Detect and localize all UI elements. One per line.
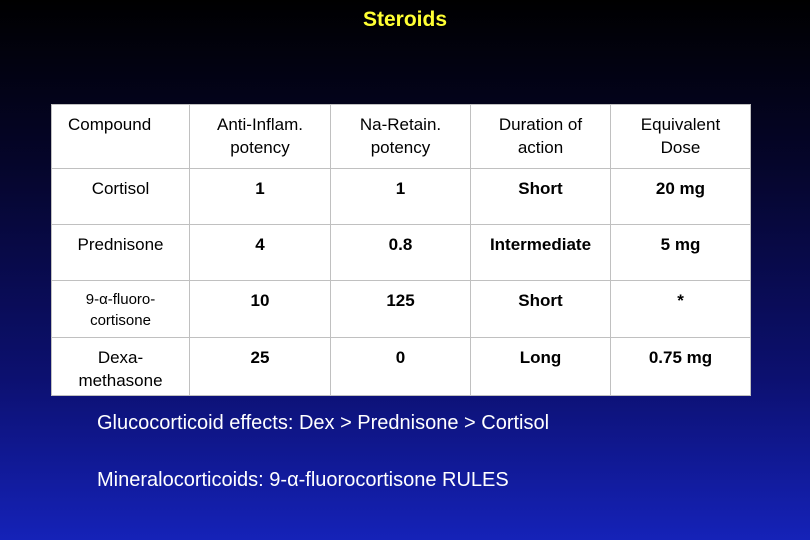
header-na-retain: Na-Retain. potency: [331, 105, 471, 169]
table-row: [52, 281, 751, 337]
dose-cell: *: [611, 281, 751, 337]
header-duration: Duration of action: [471, 105, 611, 169]
table-row: [52, 225, 751, 281]
table-row: [52, 337, 751, 395]
na-retain-cell: 0.8: [331, 225, 471, 281]
compound-cell: 9-α-fluoro- cortisone: [52, 281, 190, 337]
dose-cell: 5 mg: [611, 225, 751, 281]
header-compound: Compound: [52, 105, 190, 169]
anti-inflam-cell: 25: [190, 337, 331, 395]
compound-cell: Prednisone: [52, 225, 190, 281]
slide-title: Steroids: [362, 8, 448, 31]
table-header-row: [52, 105, 751, 169]
header-anti-inflam: Anti-Inflam. potency: [190, 105, 331, 169]
duration-cell: Long: [471, 337, 611, 395]
table-row: [52, 169, 751, 225]
compound-cell: Cortisol: [52, 169, 190, 225]
na-retain-cell: 125: [331, 281, 471, 337]
anti-inflam-cell: 4: [190, 225, 331, 281]
duration-cell: Short: [471, 281, 611, 337]
glucocorticoid-note: Glucocorticoid effects: Dex > Prednisone > Cortisol: [97, 412, 550, 434]
header-dose: Equivalent Dose: [611, 105, 751, 169]
mineralocorticoid-note: Mineralocorticoids: 9-α-fluorocortisone RULES: [97, 469, 509, 491]
anti-inflam-cell: 1: [190, 169, 331, 225]
na-retain-cell: 0: [331, 337, 471, 395]
steroid-comparison-table: [51, 104, 751, 396]
duration-cell: Short: [471, 169, 611, 225]
na-retain-cell: 1: [331, 169, 471, 225]
dose-cell: 0.75 mg: [611, 337, 751, 395]
anti-inflam-cell: 10: [190, 281, 331, 337]
dose-cell: 20 mg: [611, 169, 751, 225]
compound-cell: Dexa- methasone: [52, 337, 190, 395]
duration-cell: Intermediate: [471, 225, 611, 281]
